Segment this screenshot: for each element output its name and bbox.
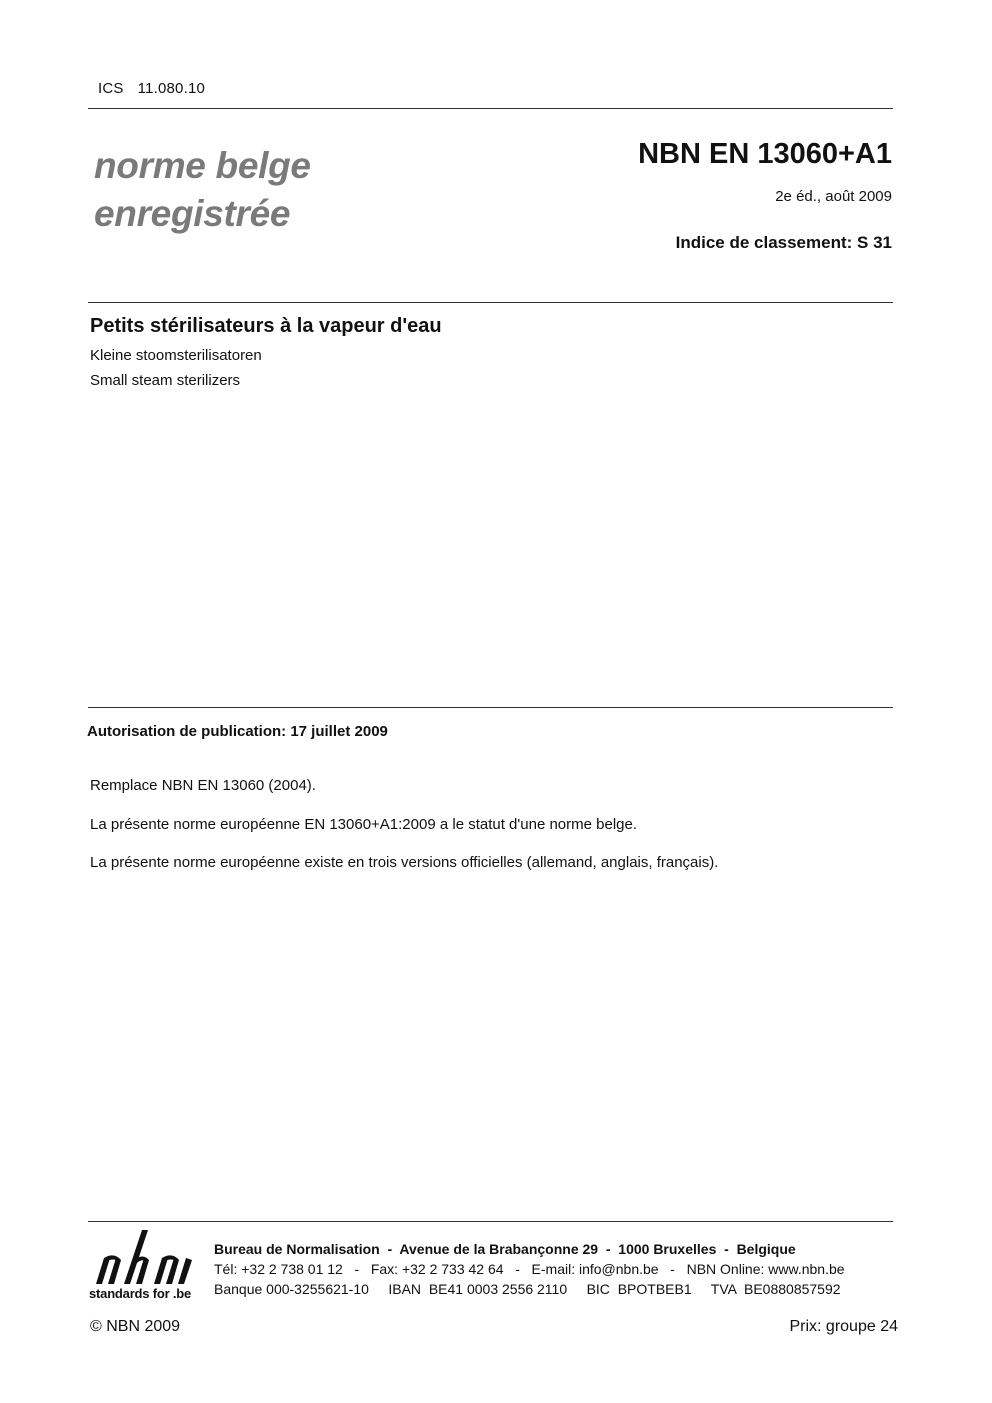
footer-contact: Tél: +32 2 738 01 12 - Fax: +32 2 733 42 64 - E-mail: info@nbn.be - NBN Online: www.nbn.be (214, 1261, 845, 1277)
publication-authorisation: Autorisation de publication: 17 juillet 2009 (87, 723, 388, 740)
title-french: Petits stérilisateurs à la vapeur d'eau (90, 315, 442, 337)
brand-line-1: norme belge (94, 145, 311, 186)
paragraph-replaces: Remplace NBN EN 13060 (2004). (90, 777, 316, 794)
copyright-notice: © NBN 2009 (90, 1318, 181, 1335)
title-dutch: Kleine stoomsterilisatoren (90, 347, 262, 364)
title-divider (88, 302, 893, 303)
brand-title (94, 142, 311, 238)
ics-code: 11.080.10 (137, 80, 206, 97)
paragraph-status: La présente norme européenne EN 13060+A1:2009 a le statut d'une norme belge. (90, 816, 638, 833)
standard-code: NBN EN 13060+A1 (638, 138, 892, 170)
footer-address: Bureau de Normalisation - Avenue de la Brabançonne 29 - 1000 Bruxelles - Belgique (214, 1241, 796, 1257)
brand-line-2: enregistrée (94, 193, 291, 234)
edition-date: 2e éd., août 2009 (775, 188, 892, 205)
ics-classification (98, 80, 205, 97)
price-group: Prix: groupe 24 (789, 1318, 898, 1335)
logo-tagline: standards for .be (89, 1286, 192, 1301)
paragraph-versions: La présente norme européenne existe en trois versions officielles (allemand, anglais, français). (90, 854, 719, 871)
publication-divider (88, 707, 893, 708)
top-divider (88, 108, 893, 109)
title-english: Small steam sterilizers (90, 372, 241, 389)
ics-label: ICS (98, 80, 124, 97)
footer-divider (88, 1221, 893, 1222)
footer-bank: Banque 000-3255621-10 IBAN BE41 0003 2556 2110 BIC BPOTBEB1 TVA BE0880857592 (214, 1281, 841, 1297)
classification-index: Indice de classement: S 31 (675, 233, 892, 252)
